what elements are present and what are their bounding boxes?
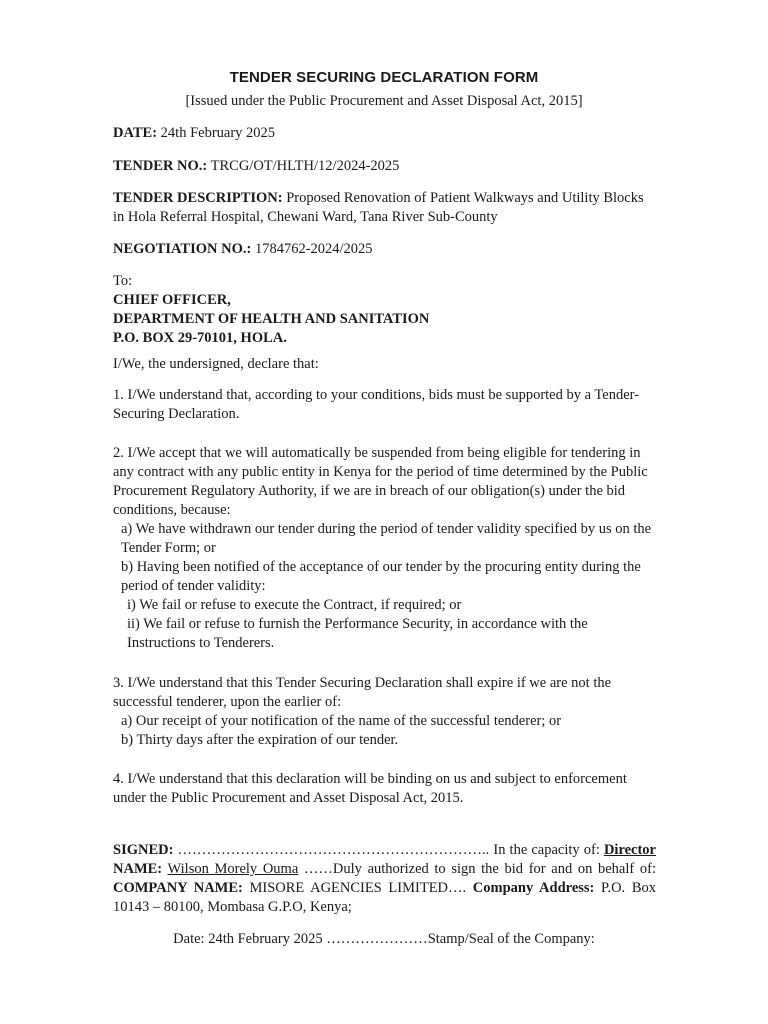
clause-3a: a) Our receipt of your notification of the name of the successful tenderer; or [121, 713, 562, 729]
negotiation-no-value: 1784762-2024/2025 [251, 241, 373, 257]
company-value: MISORE AGENCIES LIMITED…. [242, 880, 473, 896]
addressee-line-1: CHIEF OFFICER, [113, 292, 231, 308]
company-label: COMPANY NAME: [113, 880, 243, 896]
name-line [113, 860, 656, 879]
clause-2a: a) We have withdrawn our tender during the period of tender validity specified by us on the Tender Form; or [121, 521, 652, 556]
address-value: P.O. Box 10143 – 80100, Mombasa G.P.O, Kenya; [113, 880, 656, 915]
name-value: Wilson Morely Ouma [167, 861, 299, 877]
addressee-block [113, 272, 656, 348]
addressee-line-3: P.O. BOX 29-70101, HOLA. [113, 330, 287, 346]
clause-2b-ii: ii) We fail or refuse to furnish the Performance Security, in accordance with the Instructions to Tenderers. [127, 616, 588, 651]
signed-label: SIGNED: [113, 842, 174, 858]
address-label: Company Address: [472, 880, 595, 896]
negotiation-no-label: NEGOTIATION NO.: [113, 241, 252, 257]
clause-3: 3. I/We understand that this Tender Securing Declaration shall expire if we are not the successful tenderer, upon the earlier of: [113, 675, 612, 710]
tender-no-field [113, 157, 656, 176]
clause-2b: b) Having been notified of the acceptance of our tender by the procuring entity during the period of tender validity: [121, 559, 641, 594]
tender-no-label: TENDER NO.: [113, 158, 208, 174]
form-subtitle: [Issued under the Public Procurement and Asset Disposal Act, 2015] [185, 93, 583, 109]
footer-date-stamp-line: Date: 24th February 2025 …………………Stamp/Seal of the Company: [173, 931, 595, 947]
clause-3b: b) Thirty days after the expiration of our tender. [121, 732, 399, 748]
signed-dots: ……………………………………………………….. In the capacity of: [173, 842, 604, 858]
signature-block [113, 841, 656, 917]
addressee-line-2: DEPARTMENT OF HEALTH AND SANITATION [113, 311, 430, 327]
tender-no-value: TRCG/OT/HLTH/12/2024-2025 [207, 158, 400, 174]
name-label: NAME: [113, 861, 163, 877]
tender-description-value: Proposed Renovation of Patient Walkways and Utility Blocks in Hola Referral Hospital, Chewani Ward, Tana River Sub-County [113, 190, 644, 225]
clause-2b-i: i) We fail or refuse to execute the Contract, if required; or [127, 597, 462, 613]
name-suffix: ……Duly authorized to sign the bid for and on behalf of: [298, 861, 656, 877]
tender-description-label: TENDER DESCRIPTION: [113, 190, 283, 206]
intro-text: I/We, the undersigned, declare that: [113, 356, 319, 372]
form-title: TENDER SECURING DECLARATION FORM [229, 69, 539, 86]
negotiation-no-field [113, 240, 656, 259]
capacity-value: Director [603, 842, 656, 858]
clause-1: 1. I/We understand that, according to your conditions, bids must be supported by a Tender-Securing Declaration. [113, 387, 639, 422]
signed-line [113, 841, 656, 860]
date-field [113, 124, 656, 143]
date-value: 24th February 2025 [157, 125, 276, 141]
clause-2-block [113, 444, 656, 653]
clause-3-block [113, 674, 656, 750]
company-line [113, 879, 656, 917]
tender-description-field [113, 189, 656, 227]
date-label: DATE: [113, 125, 158, 141]
clause-4: 4. I/We understand that this declaration will be binding on us and subject to enforcement under the Public Procurement and Asset Disposal Act, 2015. [113, 771, 627, 806]
addressee-to: To: [113, 273, 133, 289]
clause-2: 2. I/We accept that we will automatically be suspended from being eligible for tendering in any contract with any public entity in Kenya for the period of time determined by the Public Procurement Regulatory Authority, if we are in breach of our obligation(s) under the bid conditions, because: [113, 445, 648, 518]
